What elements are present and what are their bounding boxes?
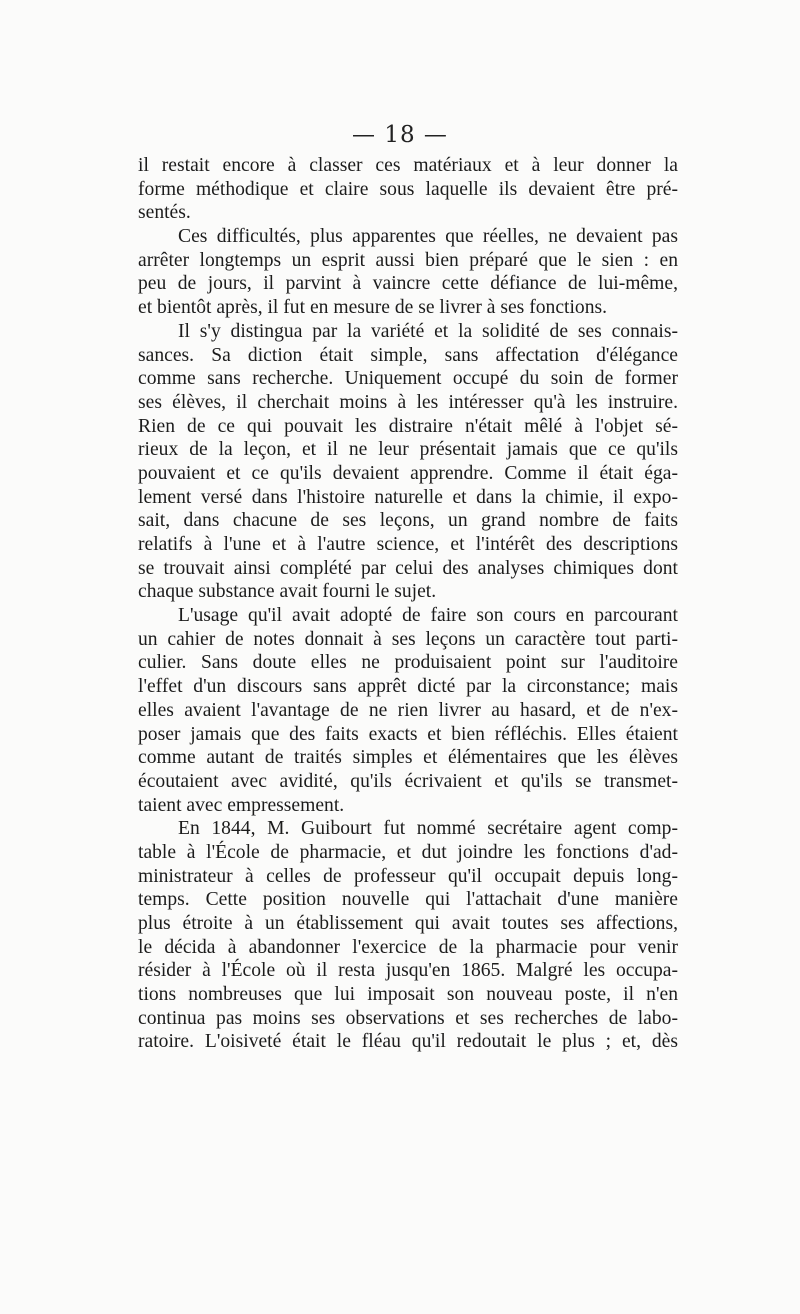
text-line: comme autant de traités simples et élémentaires que les élèves <box>138 747 678 769</box>
text-line: et bientôt après, il fut en mesure de se livrer à ses fonctions. <box>138 297 608 319</box>
text-line: il restait encore à classer ces matériaux et à leur donner la <box>138 155 678 176</box>
text-line: sances. Sa diction était simple, sans affectation d'élégance <box>138 344 678 366</box>
page-number: — 18 — <box>352 122 448 148</box>
text-line: rieux de la leçon, et il ne leur présentait jamais que ce qu'ils <box>138 439 678 461</box>
text-line: L'usage qu'il avait adopté de faire son cours en parcourant <box>178 605 678 627</box>
text-line: un cahier de notes donnait à ses leçons un caractère tout parti- <box>138 628 678 650</box>
text-line: sait, dans chacune de ses leçons, un grand nombre de faits <box>138 510 678 532</box>
text-line: plus étroite à un établissement qui avait toutes ses affections, <box>138 913 678 934</box>
text-line: résider à l'École où il resta jusqu'en 1865. Malgré les occupa- <box>138 960 678 982</box>
text-line: écoutaient avec avidité, qu'ils écrivaient et qu'ils se transmet- <box>138 770 678 792</box>
text-line: En 1844, M. Guibourt fut nommé secrétaire agent comp- <box>178 818 678 840</box>
body-text <box>138 154 678 1054</box>
text-line: l'effet d'un discours sans apprêt dicté par la circonstance; mais <box>138 676 678 698</box>
text-line: lement versé dans l'histoire naturelle et dans la chimie, il expo- <box>138 486 678 508</box>
text-line: ses élèves, il cherchait moins à les intéresser qu'à les instruire. <box>138 391 678 413</box>
text-line: pouvaient et ce qu'ils devaient apprendre. Comme il était éga- <box>138 462 678 484</box>
text-line: relatifs à l'une et à l'autre science, et l'intérêt des descriptions <box>138 534 678 555</box>
text-line: Il s'y distingua par la variété et la solidité de ses connais- <box>178 320 678 342</box>
text-line: sentés. <box>138 202 191 224</box>
text-line: culier. Sans doute elles ne produisaient point sur l'auditoire <box>138 652 678 674</box>
text-line: ministrateur à celles de professeur qu'il occupait depuis long- <box>138 865 678 887</box>
text-line: tions nombreuses que lui imposait son nouveau poste, il n'en <box>138 984 678 1006</box>
text-line: table à l'École de pharmacie, et dut joindre les fonctions d'ad- <box>138 841 678 863</box>
text-line: arrêter longtemps un esprit aussi bien préparé que le sien : en <box>138 249 678 271</box>
text-line: chaque substance avait fourni le sujet. <box>138 581 437 603</box>
text-line: poser jamais que des faits exacts et bien réfléchis. Elles étaient <box>138 723 678 745</box>
text-line: elles avaient l'avantage de ne rien livrer au hasard, et de n'ex- <box>138 699 678 721</box>
text-line: se trouvait ainsi complété par celui des analyses chimiques dont <box>138 557 678 579</box>
text-line: continua pas moins ses observations et ses recherches de labo- <box>138 1007 678 1029</box>
text-line: Ces difficultés, plus apparentes que réelles, ne devaient pas <box>178 226 678 248</box>
text-line: le décida à abandonner l'exercice de la pharmacie pour venir <box>138 936 678 958</box>
text-line: comme sans recherche. Uniquement occupé du soin de former <box>138 368 678 390</box>
text-line: temps. Cette position nouvelle qui l'attachait d'une manière <box>138 889 678 911</box>
text-line: peu de jours, il parvint à vaincre cette défiance de lui-même, <box>138 273 678 295</box>
text-line: ratoire. L'oisiveté était le fléau qu'il redoutait le plus ; et, dès <box>138 1031 678 1053</box>
text-line: taient avec empressement. <box>138 794 345 816</box>
text-line: forme méthodique et claire sous laquelle ils devaient être pré- <box>138 178 678 200</box>
text-line: Rien de ce qui pouvait les distraire n'était mêlé à l'objet sé- <box>138 415 678 437</box>
